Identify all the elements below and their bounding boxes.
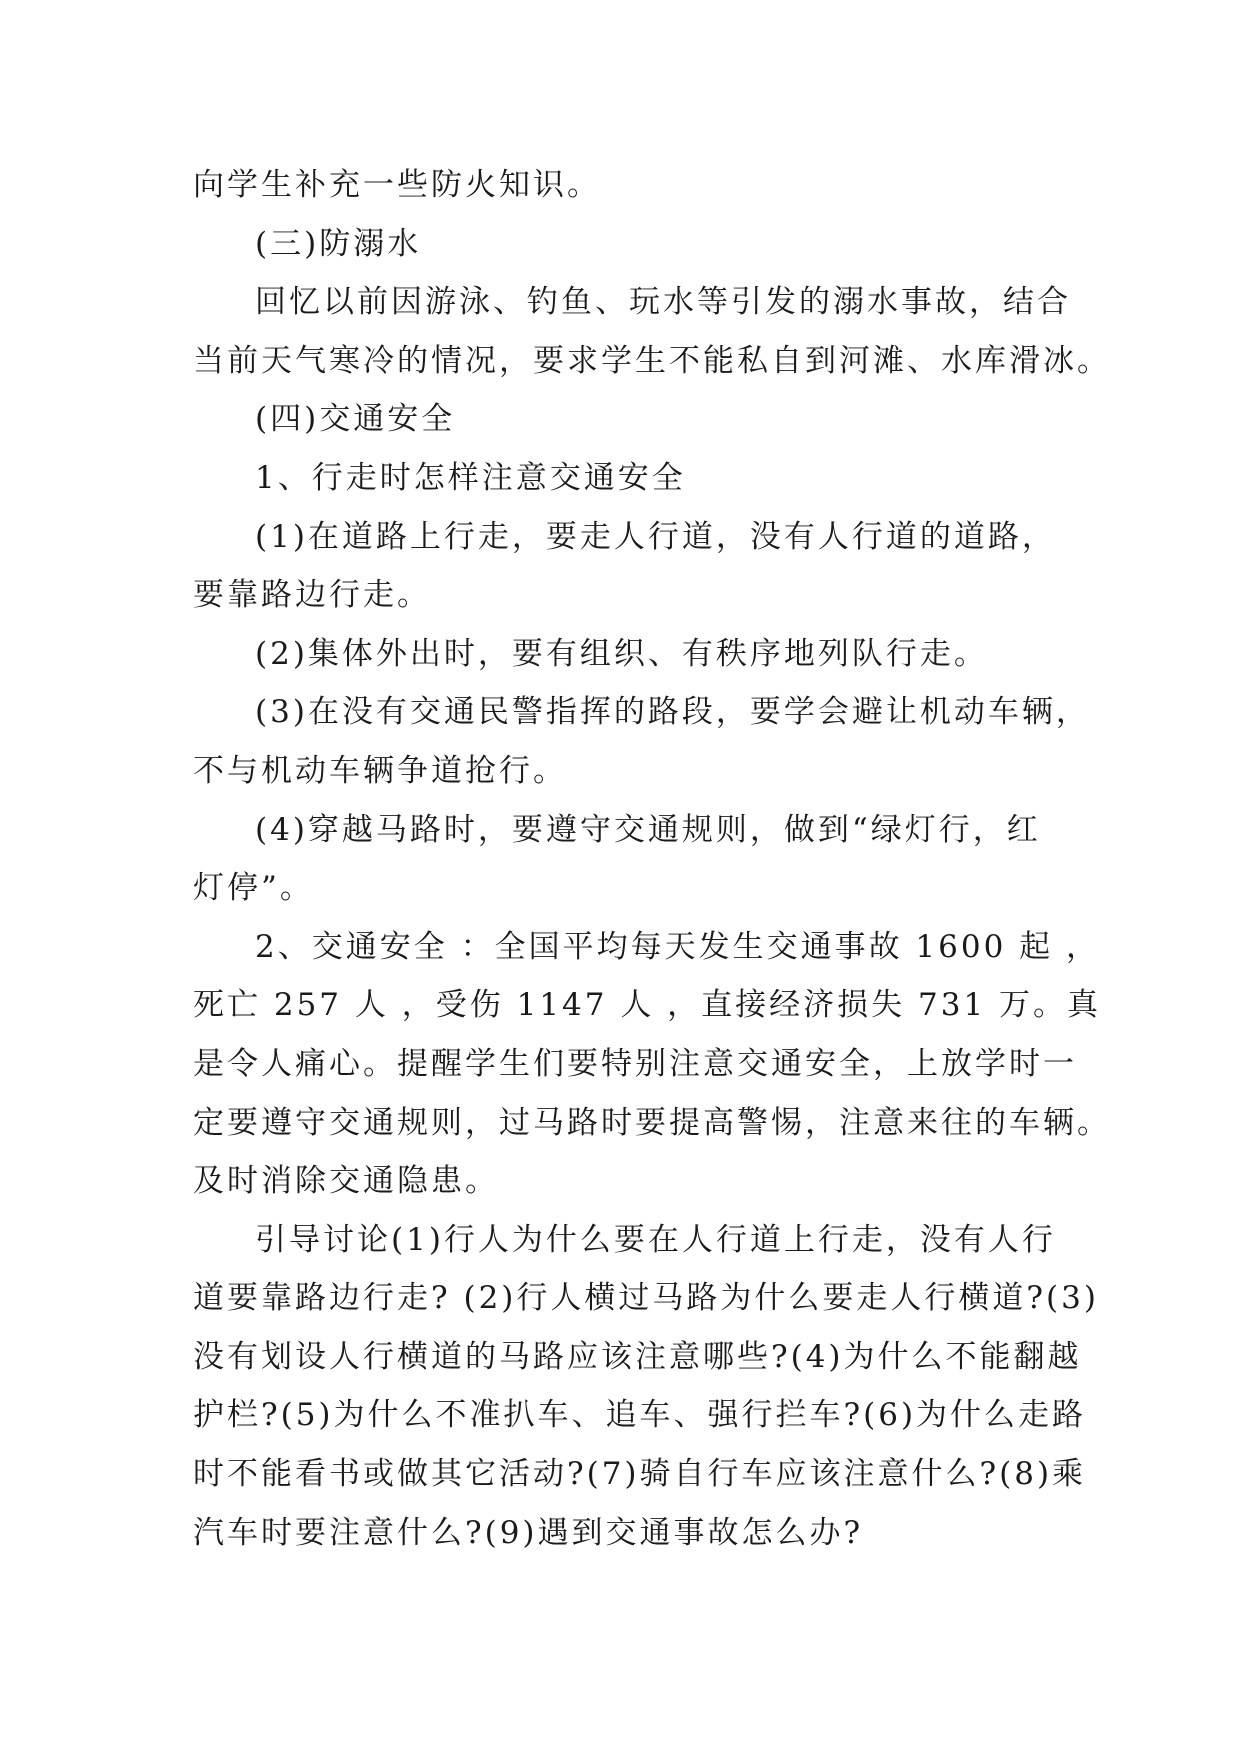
text-line: 没有划设人行横道的马路应该注意哪些?(4)为什么不能翻越 — [193, 1338, 1082, 1375]
text-line: 时不能看书或做其它活动?(7)骑自行车应该注意什么?(8)乘 — [193, 1456, 1087, 1493]
document-body — [193, 156, 1111, 1562]
text-line: 回忆以前因游泳、钓鱼、玩水等引发的溺水事故，结合 — [255, 284, 1071, 321]
section-heading: (四)交通安全 — [255, 401, 456, 438]
text-line: 及时消除交通隐患。 — [193, 1163, 499, 1200]
text-line: 道要靠路边行走? (2)行人横过马路为什么要走人行横道?(3) — [193, 1280, 1099, 1317]
text-line: (4)穿越马路时，要遵守交通规则，做到“绿灯行，红 — [255, 811, 1041, 848]
text-line: 定要遵守交通规则，过马路时要提高警惕，注意来往的车辆。 — [193, 1104, 1111, 1141]
text-line: 不与机动车辆争道抢行。 — [193, 752, 567, 789]
text-line: 2、交通安全 ：全国平均每天发生交通事故 1600 起 ， — [255, 928, 1101, 965]
text-line: 当前天气寒冷的情况，要求学生不能私自到河滩、水库滑冰。 — [193, 342, 1111, 379]
text-line: 要靠路边行走。 — [193, 577, 431, 614]
text-line: 灯停”。 — [193, 870, 314, 907]
section-heading: (三)防溺水 — [255, 225, 422, 262]
text-line: (2)集体外出时，要有组织、有秩序地列队行走。 — [255, 635, 988, 672]
text-line: 向学生补充一些防火知识。 — [193, 167, 601, 203]
text-line: 死亡 257 人 ，受伤 1147 人 ，直接经济损失 731 万。真 — [193, 987, 1102, 1024]
text-line: 引导讨论(1)行人为什么要在人行道上行走，没有人行 — [255, 1221, 1056, 1258]
text-line: 是令人痛心。提醒学生们要特别注意交通安全，上放学时一 — [193, 1045, 1077, 1082]
text-line: (1)在道路上行走，要走人行道，没有人行道的道路， — [255, 518, 1056, 555]
subsection-heading: 1、行走时怎样注意交通安全 — [255, 459, 686, 496]
text-line: 护栏?(5)为什么不准扒车、追车、强行拦车?(6)为什么走路 — [193, 1397, 1087, 1434]
text-line: (3)在没有交通民警指挥的路段，要学会避让机动车辆， — [255, 694, 1090, 731]
text-line: 汽车时要注意什么?(9)遇到交通事故怎么办? — [193, 1514, 864, 1551]
